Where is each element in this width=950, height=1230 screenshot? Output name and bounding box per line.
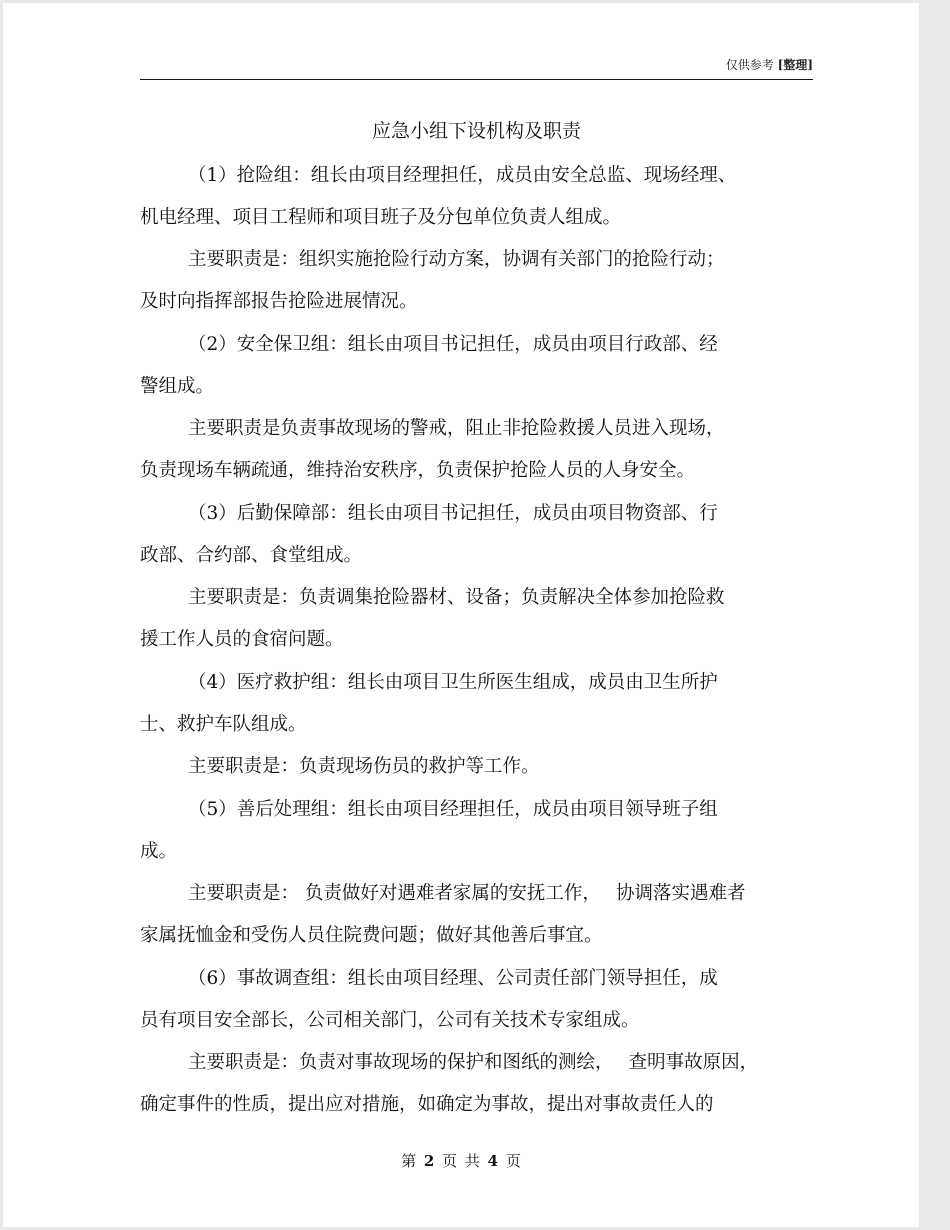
- paragraph-line: （1）抢险组：组长由项目经理担任，成员由安全总监、现场经理、: [188, 165, 737, 186]
- paragraph-5: [140, 493, 820, 577]
- paragraph-line: 员有项目安全部长，公司相关部门，公司有关技术专家组成。: [140, 1010, 640, 1031]
- paragraph-6: [140, 577, 820, 661]
- paragraph-1: [140, 155, 820, 239]
- paragraph-line: （5）善后处理组：组长由项目经理担任，成员由项目领导班子组: [188, 799, 718, 820]
- paragraph-8: [140, 746, 820, 788]
- paragraph-line: 援工作人员的食宿问题。: [140, 629, 344, 650]
- paragraph-line: 家属抚恤金和受伤人员住院费问题；做好其他善后事宜。: [140, 925, 603, 946]
- page-header: [140, 57, 813, 73]
- paragraph-10: [140, 873, 820, 957]
- header-tag: [整理]: [777, 58, 813, 72]
- document-title: 应急小组下设机构及职责: [371, 120, 581, 142]
- paragraph-line: 确定事件的性质，提出应对措施，如确定为事故，提出对事故责任人的: [140, 1094, 714, 1115]
- paragraph-line: （4）医疗救护组：组长由项目卫生所医生组成，成员由卫生所护: [188, 672, 718, 693]
- document-page: [3, 3, 919, 1227]
- footer-suffix: 页: [505, 1152, 521, 1170]
- paragraph-3: [140, 324, 820, 408]
- footer-prefix: 第: [401, 1152, 417, 1170]
- page-total: 4: [487, 1152, 499, 1170]
- paragraph-2: [140, 239, 820, 323]
- paragraph-line: 主要职责是：负责对事故现场的保护和图纸的测绘， 查明事故原因，: [188, 1052, 759, 1073]
- paragraph-line: 士、救护车队组成。: [140, 714, 307, 735]
- paragraph-12: [140, 1042, 820, 1126]
- paragraph-line: 政部、合约部、食堂组成。: [140, 545, 363, 566]
- paragraph-11: [140, 958, 820, 1042]
- header-rule: [140, 79, 813, 80]
- paragraph-9: [140, 789, 820, 873]
- page-number: 2: [423, 1152, 435, 1170]
- paragraph-line: （3）后勤保障部：组长由项目书记担任，成员由项目物资部、行: [188, 503, 718, 524]
- paragraph-line: 警组成。: [140, 376, 215, 397]
- paragraph-4: [140, 408, 820, 492]
- paragraph-line: 及时向指挥部报告抢险进展情况。: [140, 291, 418, 312]
- paragraph-line: 成。: [140, 841, 178, 862]
- paragraph-line: 主要职责是：组织实施抢险行动方案，协调有关部门的抢险行动；: [188, 249, 725, 270]
- paragraph-line: 机电经理、项目工程师和项目班子及分包单位负责人组成。: [140, 207, 622, 228]
- paragraph-line: （2）安全保卫组：组长由项目书记担任，成员由项目行政部、经: [188, 334, 718, 355]
- paragraph-line: 主要职责是负责事故现场的警戒，阻止非抢险救援人员进入现场，: [188, 418, 725, 439]
- paragraph-7: [140, 662, 820, 746]
- paragraph-line: 主要职责是：负责调集抢险器材、设备；负责解决全体参加抢险救: [188, 587, 725, 608]
- paragraph-line: 主要职责是： 负责做好对遇难者家属的安抚工作， 协调落实遇难者: [188, 883, 746, 904]
- paragraph-line: 负责现场车辆疏通，维持治安秩序，负责保护抢险人员的人身安全。: [140, 460, 696, 481]
- header-text: 仅供参考: [725, 58, 774, 72]
- paragraph-line: 主要职责是：负责现场伤员的救护等工作。: [188, 756, 540, 777]
- page-footer: [3, 1151, 919, 1171]
- paragraph-line: （6）事故调查组：组长由项目经理、公司责任部门领导担任，成: [188, 968, 718, 989]
- footer-middle: 页 共: [442, 1152, 480, 1170]
